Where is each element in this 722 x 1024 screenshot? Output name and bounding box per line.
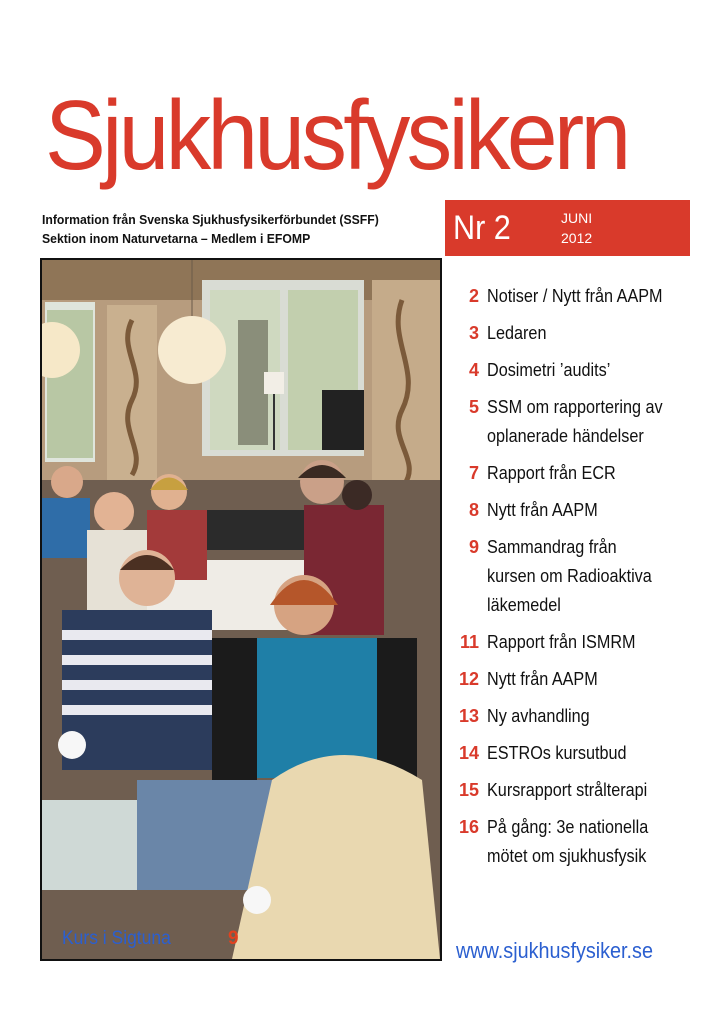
toc-title-line: oplanerade händelser bbox=[487, 426, 644, 446]
toc-page-number: 9 bbox=[468, 537, 479, 557]
toc-page-number: 8 bbox=[468, 500, 479, 520]
publisher-line-2: Sektion inom Naturvetarna – Medlem i EFOMP bbox=[42, 231, 311, 246]
photo-caption: Kurs i Sigtuna bbox=[62, 928, 171, 949]
issue-number: Nr 2 bbox=[453, 209, 511, 247]
toc-title-line: läkemedel bbox=[487, 595, 561, 615]
issue-year: 2012 bbox=[561, 230, 593, 246]
toc-title-line: Sammandrag från bbox=[487, 537, 617, 557]
toc-title-line: Kursrapport strålterapi bbox=[487, 780, 648, 800]
toc-item[interactable] bbox=[455, 665, 705, 694]
toc-title-line: Notiser / Nytt från AAPM bbox=[487, 286, 663, 306]
toc-item[interactable] bbox=[455, 459, 705, 488]
toc-item[interactable] bbox=[455, 813, 705, 871]
toc-title-line: Nytt från AAPM bbox=[487, 669, 598, 689]
toc-title-line: mötet om sjukhusfysik bbox=[487, 846, 647, 866]
toc-title-line: ESTROs kursutbud bbox=[487, 743, 627, 763]
toc-title-line: kursen om Radioaktiva bbox=[487, 566, 652, 586]
toc-page-number: 15 bbox=[458, 780, 479, 800]
toc-page-number: 5 bbox=[468, 397, 479, 417]
toc-item[interactable] bbox=[455, 533, 705, 620]
cover-photo bbox=[40, 258, 442, 961]
toc-title-line: Ledaren bbox=[487, 323, 547, 343]
toc-page-number: 16 bbox=[458, 817, 479, 837]
toc-item[interactable] bbox=[455, 282, 705, 311]
toc-page-number: 11 bbox=[459, 632, 479, 652]
publisher-info bbox=[42, 210, 413, 248]
table-of-contents bbox=[455, 282, 705, 871]
toc-item[interactable] bbox=[455, 702, 705, 731]
cover-photo-illustration bbox=[42, 260, 440, 959]
toc-item[interactable] bbox=[455, 319, 705, 348]
publisher-line-1: Information från Svenska Sjukhusfysikerförbundet (SSFF) bbox=[42, 212, 379, 227]
toc-page-number: 2 bbox=[468, 286, 479, 306]
toc-page-number: 13 bbox=[458, 706, 479, 726]
toc-page-number: 7 bbox=[468, 463, 479, 483]
toc-page-number: 14 bbox=[458, 743, 479, 763]
website-link[interactable]: www.sjukhusfysiker.se bbox=[456, 938, 653, 963]
toc-title-line: Rapport från ECR bbox=[487, 463, 616, 483]
issue-banner bbox=[445, 200, 690, 256]
toc-item[interactable] bbox=[455, 496, 705, 525]
toc-item[interactable] bbox=[455, 393, 705, 451]
toc-title-line: Nytt från AAPM bbox=[487, 500, 598, 520]
issue-month: JUNI bbox=[561, 210, 593, 226]
toc-item[interactable] bbox=[455, 776, 705, 805]
toc-item[interactable] bbox=[455, 628, 705, 657]
toc-page-number: 4 bbox=[468, 360, 479, 380]
toc-item[interactable] bbox=[455, 356, 705, 385]
toc-title-line: SSM om rapportering av bbox=[487, 397, 663, 417]
toc-title-line: Ny avhandling bbox=[487, 706, 590, 726]
toc-title-line: På gång: 3e nationella bbox=[487, 817, 649, 837]
toc-title-line: Rapport från ISMRM bbox=[487, 632, 636, 652]
photo-page-number: 9 bbox=[228, 928, 239, 949]
toc-page-number: 3 bbox=[468, 323, 479, 343]
magazine-title: Sjukhusfysikern bbox=[45, 80, 628, 190]
toc-item[interactable] bbox=[455, 739, 705, 768]
toc-page-number: 12 bbox=[458, 669, 479, 689]
toc-title-line: Dosimetri ’audits’ bbox=[487, 360, 611, 380]
